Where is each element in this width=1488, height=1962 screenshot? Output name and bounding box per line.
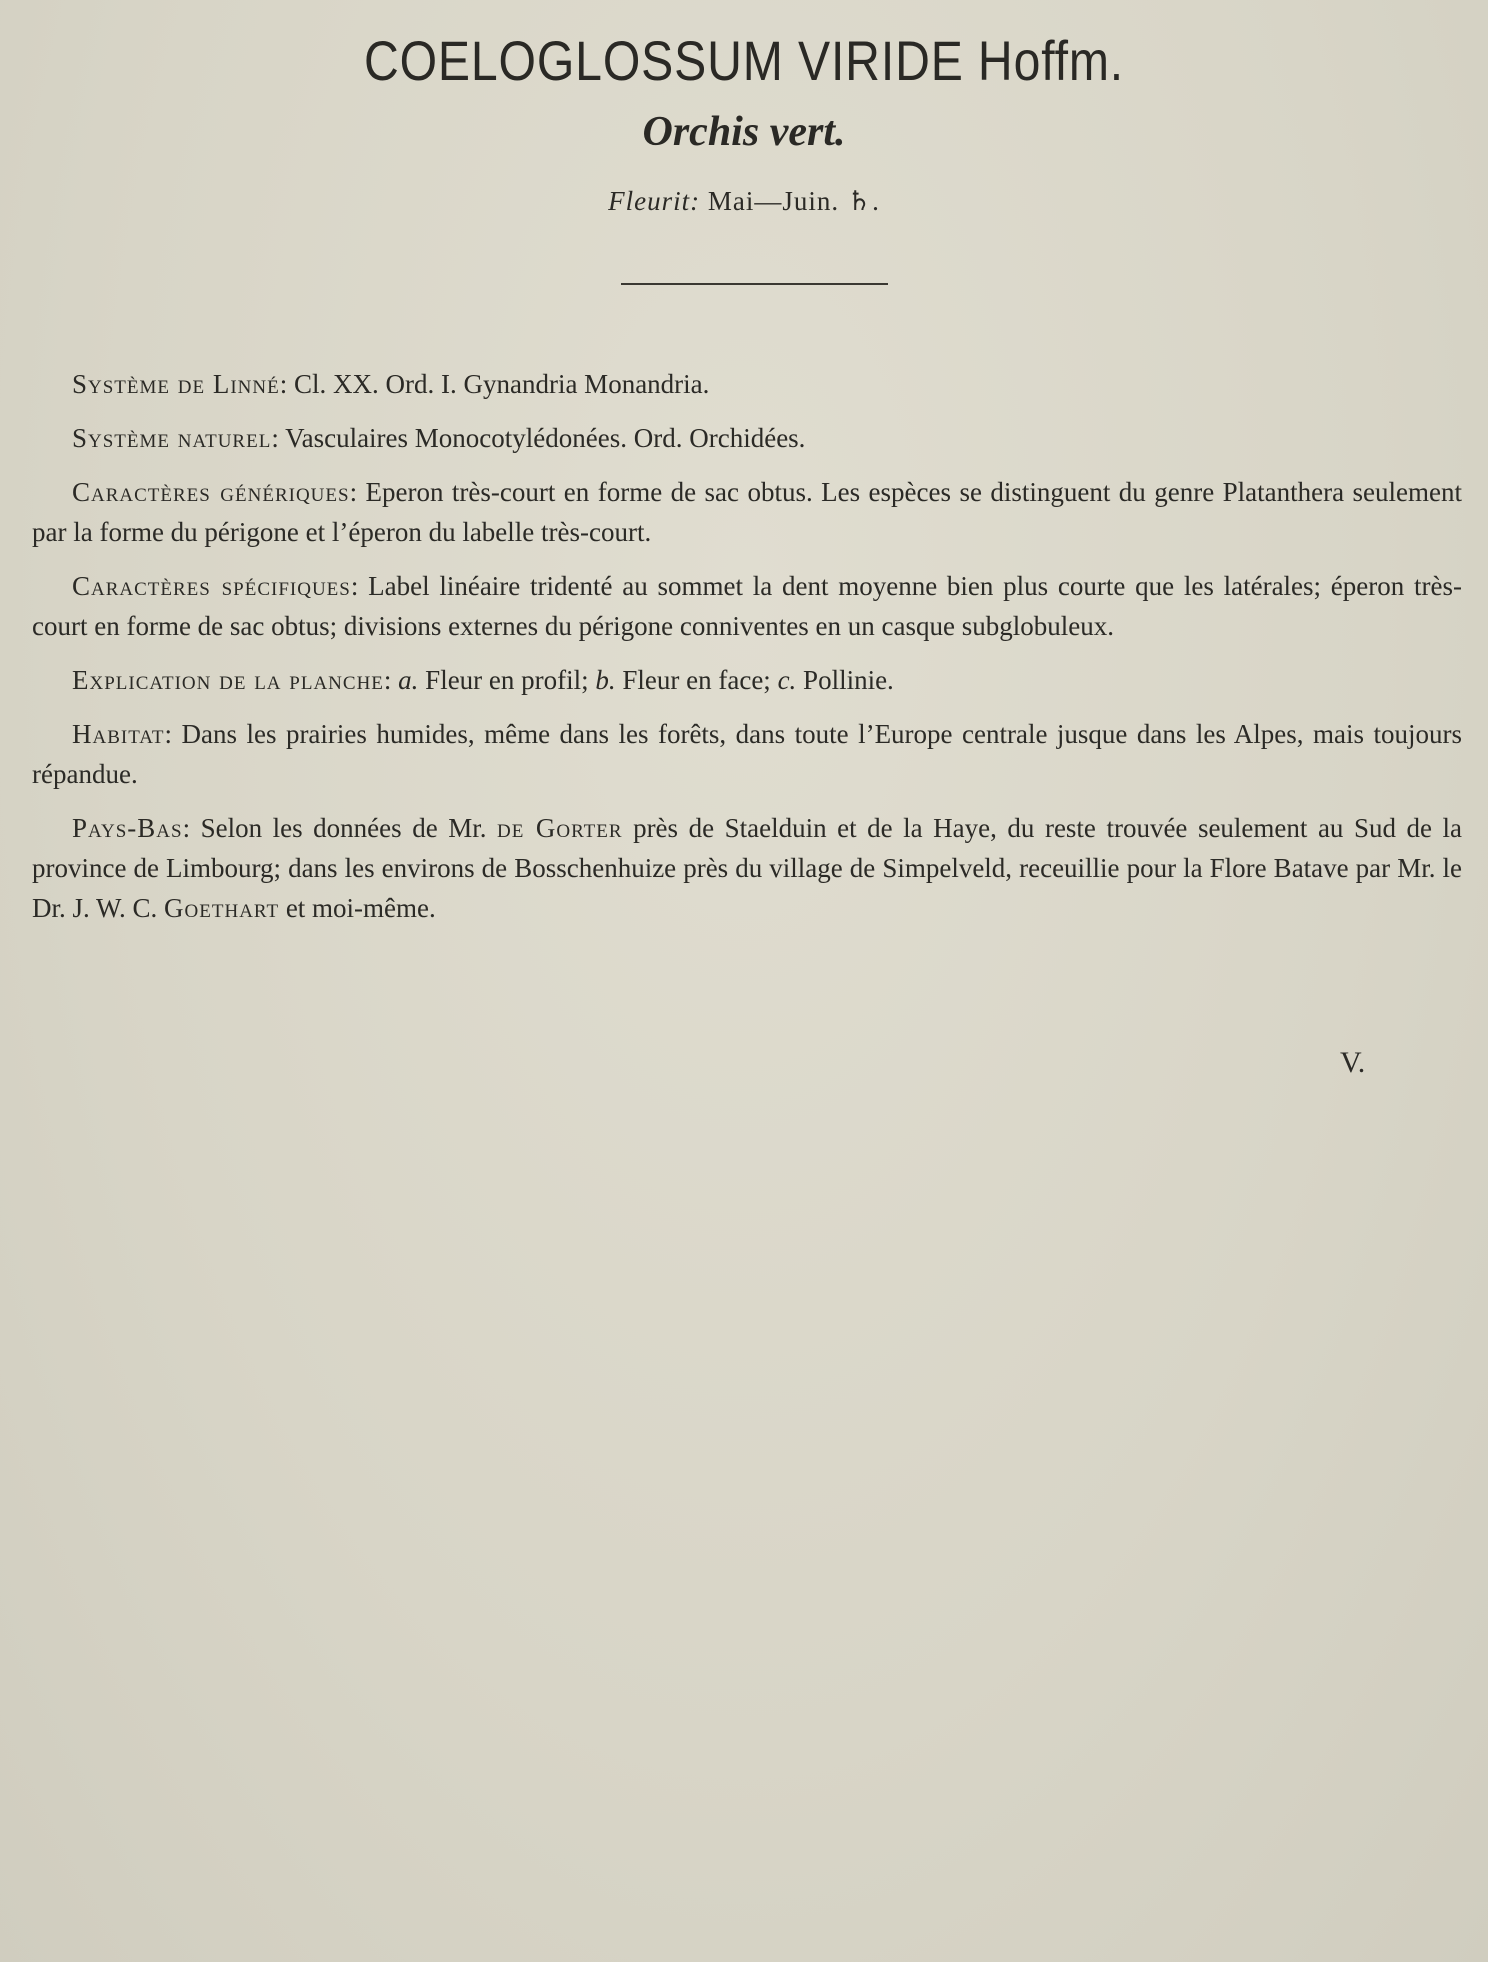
plate-text-c: Pollinie.: [803, 665, 894, 695]
header-divider: [621, 283, 888, 285]
paragraph-label: Pays-Bas: [72, 813, 183, 843]
plate-key-b: b.: [595, 665, 616, 695]
paragraph-text: Label linéaire tridenté au sommet la dent moyenne bien plus courte que les latérales; éperon très-court en forme de sac obtus; divisions externes du périgone conniventes en un casque subglobuleux.: [32, 571, 1462, 641]
paragraph-label: Caractères spécifiques: [72, 571, 351, 601]
paragraph-label: Système naturel: [72, 423, 272, 453]
paragraph-natural-system: Système naturel: Vasculaires Monocotylédonées. Ord. Orchidées.: [72, 423, 806, 453]
paragraph-label: Habitat: [72, 719, 165, 749]
common-name: Orchis vert.: [642, 109, 846, 155]
description-body: [32, 364, 1462, 942]
paragraph-specific-characters: Caractères spécifiques: Label linéaire tridenté au sommet la dent moyenne bien plus courte que les latérales; éperon très-court en forme de sac obtus; divisions externes du périgone conniventes en un casque subglobuleux.: [32, 571, 1462, 641]
paragraph-text: Vasculaires Monocotylédonées. Ord. Orchidées.: [285, 423, 806, 453]
paragraph-label: Explication de la planche: [72, 665, 384, 695]
paragraph-text: et moi-même.: [285, 893, 436, 923]
paragraph-generic-characters: Caractères génériques: Eperon très-court en forme de sac obtus. Les espèces se distinguent du genre Platanthera seulement par la forme du périgone et l’éperon du labelle très-court.: [32, 477, 1462, 547]
paragraph-text: Selon les données de Mr.: [200, 813, 487, 843]
species-title: COELOGLOSSUM VIRIDE Hoffm.: [363, 29, 1125, 92]
paragraph-linnaeus-system: Système de Linné: Cl. XX. Ord. I. Gynandria Monandria.: [72, 369, 710, 399]
paragraph-text: Dans les prairies humides, même dans les forêts, dans toute l’Europe centrale jusque dans les Alpes, mais toujours répandue.: [32, 719, 1462, 789]
paragraph-text: Eperon très-court en forme de sac obtus. Les espèces se distinguent du genre Platanthera seulement par la forme du périgone et l’éperon du labelle très-court.: [32, 477, 1462, 547]
plate-text-b: Fleur en face;: [622, 665, 771, 695]
paragraph-text: près de Staelduin et de la Haye, du reste trouvée seulement au Sud de la province de Limbourg; dans les environs de Bosschenhuize près du village de Simpelveld, receuillie pour la Flore Batave par Mr. le Dr. J. W. C.: [32, 813, 1463, 923]
plate-text-a: Fleur en profil;: [425, 665, 589, 695]
person-name: de Gorter: [497, 813, 623, 843]
paragraph-habitat: Habitat: Dans les prairies humides, même dans les forêts, dans toute l’Europe centrale jusque dans les Alpes, mais toujours répandue.: [32, 719, 1462, 789]
paragraph-netherlands: Pays-Bas: Selon les données de Mr. de Gorter près de Staelduin et de la Haye, du reste trouvée seulement au Sud de la province de Limbourg; dans les environs de Bosschenhuize près du village de Simpelveld, receuillie pour la Flore Batave par Mr. le Dr. J. W. C. Goethart et moi-même.: [32, 813, 1463, 923]
paragraph-text: Cl. XX. Ord. I. Gynandria Monandria.: [293, 369, 710, 399]
flowering-value: Mai—Juin. ♄.: [707, 186, 880, 216]
paragraph-plate-explanation: Explication de la planche: a. Fleur en profil; b. Fleur en face; c. Pollinie.: [72, 665, 894, 695]
flowering-label: Fleurit:: [608, 186, 701, 216]
paragraph-label: Caractères génériques: [72, 477, 350, 507]
flowering-period: [0, 186, 1488, 217]
paragraph-label: Système de Linné: [72, 369, 280, 399]
plate-key-a: a.: [398, 665, 419, 695]
author-initial: V.: [1340, 1046, 1366, 1079]
person-name: Goethart: [164, 893, 280, 923]
plate-key-c: c.: [777, 665, 797, 695]
